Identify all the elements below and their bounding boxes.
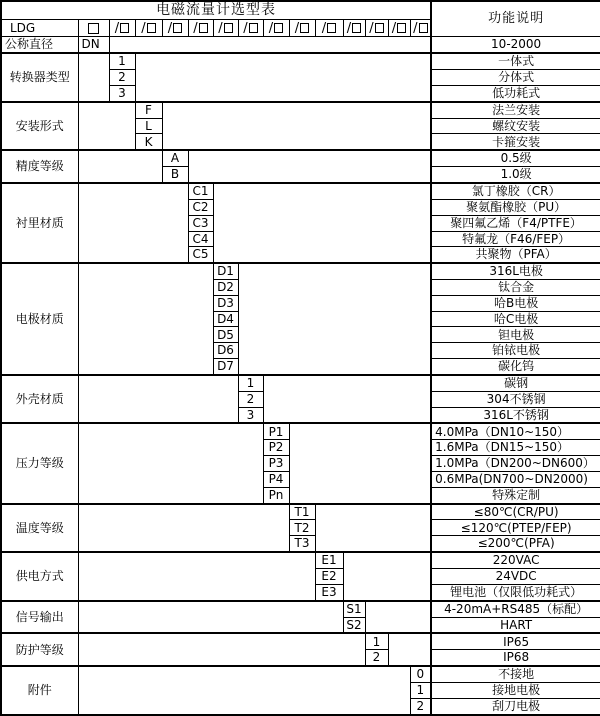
- model-box-cell: /: [410, 20, 431, 37]
- empty-cell: [78, 263, 213, 375]
- category-row: [1, 150, 600, 166]
- model-box-cell: /: [388, 20, 410, 37]
- code-cell: 2: [238, 391, 263, 407]
- function-cell: 1.0MPa（DN200~DN600）: [431, 456, 600, 472]
- code-cell: D2: [213, 280, 238, 296]
- function-cell: 4.0MPa（DN10~150）: [431, 423, 600, 439]
- function-cell: 1.6MPa（DN15~150）: [431, 440, 600, 456]
- model-box-cell: /: [162, 20, 188, 37]
- function-cell: 卡箍安装: [431, 134, 600, 150]
- function-cell: 钛合金: [431, 280, 600, 296]
- category-row: [1, 666, 600, 682]
- label-nominal-diameter: 公称直径: [1, 37, 78, 53]
- code-cell: 3: [238, 407, 263, 423]
- function-cell: ≤120℃(PTEP/FEP): [431, 520, 600, 536]
- code-box-icon: [300, 23, 309, 33]
- model-box-cell: [78, 20, 109, 37]
- code-cell: C4: [188, 231, 213, 247]
- code-cell: P2: [263, 440, 289, 456]
- model-box-cell: /: [365, 20, 388, 37]
- code-box-icon: [375, 23, 384, 33]
- code-cell: D5: [213, 327, 238, 343]
- code-cell: F: [135, 102, 162, 118]
- model-box-cell: /: [109, 20, 135, 37]
- function-cell: 一体式: [431, 53, 600, 69]
- page-title: 电磁流量计选型表: [1, 1, 431, 20]
- empty-cell: [78, 102, 135, 151]
- function-cell: 1.0级: [431, 167, 600, 183]
- function-cell: 螺纹安装: [431, 118, 600, 134]
- function-cell: 24VDC: [431, 569, 600, 585]
- code-cell: L: [135, 118, 162, 134]
- model-box-cell: /: [263, 20, 289, 37]
- function-cell: 氯丁橡胶（CR）: [431, 183, 600, 199]
- code-box-icon: [352, 23, 361, 33]
- function-cell: 220VAC: [431, 552, 600, 568]
- label-signal-output: 信号输出: [1, 601, 78, 634]
- function-cell: 碳钢: [431, 375, 600, 391]
- code-box-icon: [397, 23, 406, 33]
- label-accessories: 附件: [1, 666, 78, 715]
- function-cell: 钽电极: [431, 327, 600, 343]
- label-installation-type: 安装形式: [1, 102, 78, 151]
- empty-cell: [213, 183, 431, 263]
- category-row: [1, 375, 600, 391]
- function-cell: 聚四氟乙烯（F4/PTFE）: [431, 215, 600, 231]
- function-cell: 10-2000: [431, 37, 600, 53]
- title-row: [1, 1, 600, 20]
- empty-cell: [263, 375, 431, 424]
- code-cell: K: [135, 134, 162, 150]
- category-row: [1, 102, 600, 118]
- empty-cell: [135, 53, 431, 102]
- function-cell: 法兰安装: [431, 102, 600, 118]
- code-cell: C2: [188, 199, 213, 215]
- function-cell: 特氟龙（F46/FEP）: [431, 231, 600, 247]
- category-row: [1, 601, 600, 617]
- function-cell: 4-20mA+RS485（标配）: [431, 601, 600, 617]
- code-box-icon: [249, 23, 258, 33]
- code-cell: D7: [213, 359, 238, 375]
- model-box-cell: /: [135, 20, 162, 37]
- function-cell: 锂电池（仅限低功耗式）: [431, 584, 600, 600]
- code-cell: 1: [410, 683, 431, 699]
- model-box-cell: /: [238, 20, 263, 37]
- code-cell: 1: [238, 375, 263, 391]
- code-cell: T1: [289, 504, 315, 520]
- code-cell: 2: [365, 650, 388, 666]
- code-cell: C5: [188, 247, 213, 263]
- empty-cell: [78, 150, 162, 183]
- code-cell: E3: [315, 584, 343, 600]
- function-column-header: 功能说明: [431, 1, 600, 37]
- function-cell: 316L不锈钢: [431, 407, 600, 423]
- empty-cell: [78, 601, 343, 634]
- label-pressure-rating: 压力等级: [1, 423, 78, 503]
- empty-cell: [388, 633, 431, 666]
- function-cell: 哈B电极: [431, 295, 600, 311]
- empty-cell: [162, 102, 431, 151]
- category-row: [1, 183, 600, 199]
- empty-cell: [188, 150, 431, 183]
- model-prefix-label: LDG: [1, 20, 78, 37]
- code-cell: A: [162, 150, 188, 166]
- empty-cell: [78, 552, 315, 601]
- function-cell: 低功耗式: [431, 85, 600, 101]
- empty-cell: [78, 504, 289, 553]
- code-cell: D3: [213, 295, 238, 311]
- category-row: [1, 423, 600, 439]
- code-cell: P4: [263, 471, 289, 487]
- code-box-icon: [120, 23, 129, 33]
- code-box-icon: [327, 23, 336, 33]
- code-box-icon: [199, 23, 208, 33]
- code-cell: 3: [109, 85, 135, 101]
- function-cell: 特殊定制: [431, 487, 600, 503]
- empty-cell: [78, 375, 238, 424]
- function-cell: 共聚物（PFA）: [431, 247, 600, 263]
- code-cell: 1: [109, 53, 135, 69]
- empty-cell: [78, 53, 109, 102]
- function-cell: 铂铱电极: [431, 343, 600, 359]
- function-cell: ≤80℃(CR/PU): [431, 504, 600, 520]
- empty-cell: [78, 633, 365, 666]
- code-cell: B: [162, 167, 188, 183]
- function-cell: ≤200℃(PFA): [431, 536, 600, 552]
- code-cell: D4: [213, 311, 238, 327]
- function-cell: 0.6MPa(DN700~DN2000): [431, 471, 600, 487]
- code-cell: C3: [188, 215, 213, 231]
- empty-cell: [78, 423, 263, 503]
- function-cell: 不接地: [431, 666, 600, 682]
- code-cell: C1: [188, 183, 213, 199]
- code-cell: T2: [289, 520, 315, 536]
- function-cell: IP65: [431, 633, 600, 649]
- function-cell: 碳化钨: [431, 359, 600, 375]
- empty-cell: [109, 37, 431, 53]
- code-box-icon: [88, 23, 99, 34]
- label-power-supply: 供电方式: [1, 552, 78, 601]
- code-cell: P1: [263, 423, 289, 439]
- function-cell: 分体式: [431, 70, 600, 86]
- code-cell: S1: [343, 601, 365, 617]
- code-cell: S2: [343, 617, 365, 633]
- code-box-icon: [224, 23, 233, 33]
- function-cell: 接地电极: [431, 683, 600, 699]
- category-row: [1, 552, 600, 568]
- model-box-cell: /: [289, 20, 315, 37]
- model-box-cell: /: [315, 20, 343, 37]
- code-cell: E2: [315, 569, 343, 585]
- code-box-icon: [274, 23, 283, 33]
- code-cell: 2: [109, 70, 135, 86]
- code-cell: Pn: [263, 487, 289, 503]
- empty-cell: [238, 263, 431, 375]
- function-cell: 0.5级: [431, 150, 600, 166]
- category-row: [1, 633, 600, 649]
- empty-cell: [365, 601, 431, 634]
- empty-cell: [343, 552, 431, 601]
- model-box-cell: /: [213, 20, 238, 37]
- code-cell: D6: [213, 343, 238, 359]
- code-cell: 0: [410, 666, 431, 682]
- empty-cell: [78, 183, 188, 263]
- function-cell: 刮刀电极: [431, 698, 600, 715]
- code-cell: 2: [410, 698, 431, 715]
- label-housing-material: 外壳材质: [1, 375, 78, 424]
- model-box-cell: /: [188, 20, 213, 37]
- label-electrode-material: 电极材质: [1, 263, 78, 375]
- empty-cell: [78, 666, 410, 715]
- code-cell: 1: [365, 633, 388, 649]
- category-row: [1, 53, 600, 69]
- empty-cell: [315, 504, 431, 553]
- label-accuracy-class: 精度等级: [1, 150, 78, 183]
- function-cell: 304不锈钢: [431, 391, 600, 407]
- code-box-icon: [419, 23, 428, 33]
- dn-row: [1, 37, 600, 53]
- label-protection-rating: 防护等级: [1, 633, 78, 666]
- model-box-cell: /: [343, 20, 365, 37]
- category-row: [1, 263, 600, 279]
- code-box-icon: [147, 23, 156, 33]
- code-cell: P3: [263, 456, 289, 472]
- label-converter-type: 转换器类型: [1, 53, 78, 102]
- function-cell: 哈C电极: [431, 311, 600, 327]
- function-cell: IP68: [431, 650, 600, 666]
- dn-code-cell: DN: [78, 37, 109, 53]
- code-cell: E1: [315, 552, 343, 568]
- code-cell: D1: [213, 263, 238, 279]
- function-cell: HART: [431, 617, 600, 633]
- function-cell: 聚氨酯橡胶（PU）: [431, 199, 600, 215]
- code-cell: T3: [289, 536, 315, 552]
- empty-cell: [289, 423, 431, 503]
- category-row: [1, 504, 600, 520]
- code-box-icon: [173, 23, 182, 33]
- label-lining-material: 衬里材质: [1, 183, 78, 263]
- label-temperature-rating: 温度等级: [1, 504, 78, 553]
- function-cell: 316L电极: [431, 263, 600, 279]
